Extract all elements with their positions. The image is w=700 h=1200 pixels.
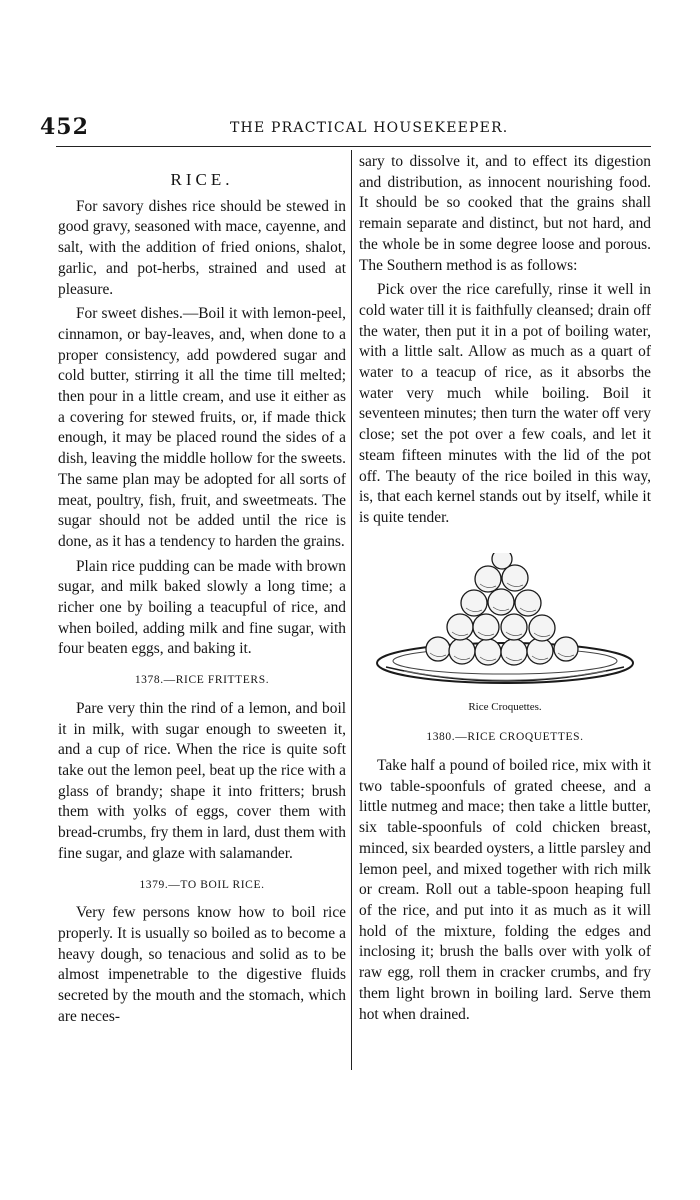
paragraph-southern-method: Pick over the rice carefully, rinse it well in cold water till it is faithfully cleansed; drain off the water, then put it in a pot of boiling water, with a little salt. Allow as much as a quart of water to a teacup of rice, as it absorbs the water very much while boiling. Boil it seventeen minutes; then turn the water off very close; set the pot over a few coals, and let it steam fifteen minutes with the lid of the pot off. The beauty of the rice boiled in this way, is, that each kernel stands out by itself, while it is quite tender. — [359, 281, 651, 526]
croquettes-platter-icon — [374, 553, 636, 693]
recipe-text-1379: Very few persons know how to boil rice properly. It is usually so boiled as to become a heavy dough, so tenacious and solid as to be almost impenetrable to the digestive fluids secreted by the mouth and the stomach, which are neces- — [58, 904, 346, 1025]
paragraph-savory: For savory dishes rice should be stewed in good gravy, seasoned with mace, cayenne, and salt, with the addition of fried onions, shalot, garlic, and pot-herbs, strained and used at pleasure. — [58, 197, 346, 298]
left-column — [58, 152, 346, 1031]
paragraph-pudding: Plain rice pudding can be made with brown sugar, and milk baked slowly a long time; a richer one by boiling a teacupful of rice, and when boiled, adding milk and fine sugar, with four beaten eggs, and baking it. — [58, 557, 346, 658]
recipe-text-1380: Take half a pound of boiled rice, mix with it two table-spoonfuls of grated cheese, and a little nutmeg and mace; then take a little butter, six table-spoonfuls of cold chicken breast, minced, six bearded oysters, a little parsley and lemon peel, and mixed together with rich milk or cream. Roll out a table-spoon heaping full of the rice, and put into it as much as it will hold of the mixture, folding the edges and inclosing it; brush the balls over with yolk of raw egg, roll them in cracker crumbs, and fry them light brown in boiling lard. Serve them hot when drained. — [359, 757, 651, 1023]
page-number: 452 — [40, 114, 89, 140]
column-divider — [351, 150, 352, 1070]
recipe-title-1379: 1379.—TO BOIL RICE. — [139, 878, 265, 891]
rice-croquettes-illustration — [359, 553, 651, 693]
right-column — [359, 152, 651, 1029]
paragraph-continued: sary to dissolve it, and to effect its digestion and distribution, as innocent nourishing food. It should be so cooked that the grains shall remain separate and distinct, but not hard, and the whole be in some degree loose and porous. The Southern method is as follows: — [359, 153, 651, 274]
header-rule — [56, 146, 651, 147]
recipe-text-1378: Pare very thin the rind of a lemon, and boil it in milk, with sugar enough to sweeten it, and a cup of rice. When the rice is quite soft take out the lemon peel, beat up the rice with a glass of brandy; shape it into fritters; brush them with yolks of eggs, cover them with bread-crumbs, fry them in lard, dust them with fine sugar, and glaze with salamander. — [58, 699, 346, 862]
page-header — [40, 112, 650, 146]
running-title: THE PRACTICAL HOUSEKEEPER. — [230, 120, 509, 136]
figure-caption: Rice Croquettes. — [468, 700, 542, 713]
recipe-title-1378: 1378.—RICE FRITTERS. — [134, 674, 270, 687]
paragraph-sweet: For sweet dishes.—Boil it with lemon-peel, cinnamon, or bay-leaves, and, when done to a proper consistency, add powdered sugar and cold butter, stirring it all the time till melted; then pour in a little cream, and use it either as a covering for stewed fruits, or, if made thick enough, it may be placed round the sides of a dish, leaving the middle hollow for the sweets. The same plan may be adopted for all sorts of meat, poultry, fish, fruit, and sweetmeats. The sugar should not be added until the rice is done, as it has a tendency to harden the grains. — [58, 305, 346, 550]
section-title: RICE. — [170, 170, 234, 189]
recipe-title-1380: 1380.—RICE CROQUETTES. — [426, 731, 584, 744]
